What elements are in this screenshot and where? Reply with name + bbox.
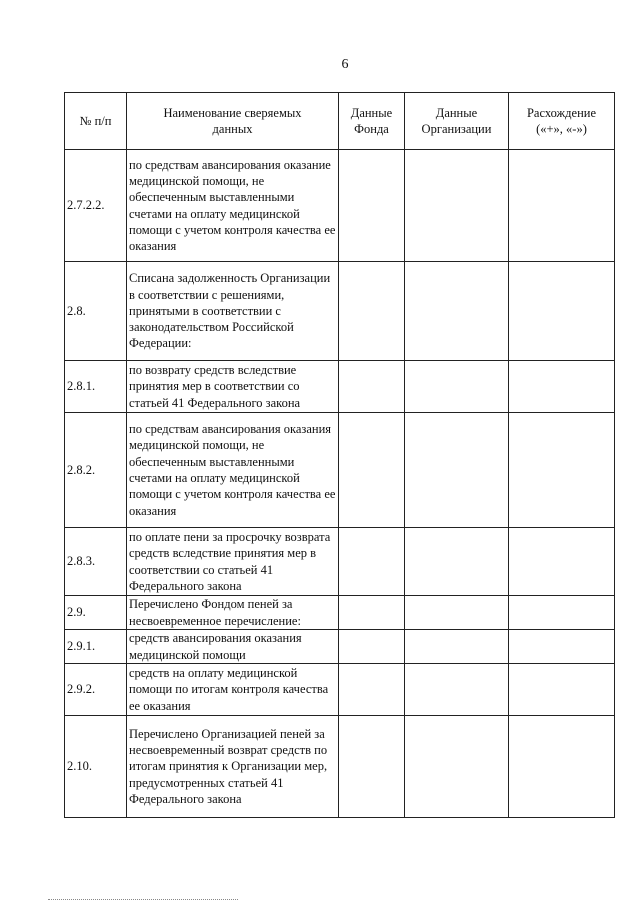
cell-diff bbox=[509, 528, 615, 596]
row-name: Перечислено Фондом пеней за несвоевременное перечисление: bbox=[127, 596, 339, 630]
cell-org bbox=[405, 716, 509, 818]
cell-org bbox=[405, 528, 509, 596]
header-org-data bbox=[405, 93, 509, 150]
table-row bbox=[65, 361, 615, 413]
cell-org bbox=[405, 596, 509, 630]
row-number: 2.8.3. bbox=[65, 528, 127, 596]
cell-diff bbox=[509, 596, 615, 630]
cell-fund bbox=[339, 361, 405, 413]
header-fund-data bbox=[339, 93, 405, 150]
row-number: 2.8.1. bbox=[65, 361, 127, 413]
header-discrepancy-text: Расхождение («+», «-») bbox=[526, 106, 597, 136]
table-row bbox=[65, 664, 615, 716]
row-name: средств авансирования оказания медицинской помощи bbox=[127, 630, 339, 664]
cell-org bbox=[405, 664, 509, 716]
cell-diff bbox=[509, 150, 615, 262]
cell-fund bbox=[339, 664, 405, 716]
cell-fund bbox=[339, 413, 405, 528]
cell-diff bbox=[509, 361, 615, 413]
table-row bbox=[65, 528, 615, 596]
table-row bbox=[65, 413, 615, 528]
header-name-text: Наименование сверяемых данных bbox=[163, 106, 302, 136]
row-number: 2.8. bbox=[65, 262, 127, 361]
cell-org bbox=[405, 262, 509, 361]
cell-fund bbox=[339, 262, 405, 361]
page-number: 6 bbox=[341, 57, 349, 72]
table-row bbox=[65, 596, 615, 630]
cell-fund bbox=[339, 716, 405, 818]
row-name: средств на оплату медицинской помощи по итогам контроля качества ее оказания bbox=[127, 664, 339, 716]
row-name: Списана задолженность Организации в соответствии с решениями, принятыми в соответствии с законодательством Российской Федерации: bbox=[127, 262, 339, 361]
row-number: 2.7.2.2. bbox=[65, 150, 127, 262]
row-number: 2.9.2. bbox=[65, 664, 127, 716]
header-fund-text: Данные Фонда bbox=[350, 106, 393, 136]
cell-org bbox=[405, 361, 509, 413]
cell-diff bbox=[509, 664, 615, 716]
cell-fund bbox=[339, 630, 405, 664]
table-header-row bbox=[65, 93, 615, 150]
row-name: по средствам авансирования оказание медицинской помощи, не обеспеченным выставленными счетами на оплату медицинской помощи с учетом контроля качества ее оказания bbox=[127, 150, 339, 262]
cell-org bbox=[405, 150, 509, 262]
cell-diff bbox=[509, 716, 615, 818]
row-name: по средствам авансирования оказания медицинской помощи, не обеспеченным выставленными счетами на оплату медицинской помощи с учетом контроля качества ее оказания bbox=[127, 413, 339, 528]
cell-fund bbox=[339, 528, 405, 596]
cell-diff bbox=[509, 413, 615, 528]
header-name bbox=[127, 93, 339, 150]
table-row bbox=[65, 716, 615, 818]
row-name: по возврату средств вследствие принятия мер в соответствии со статьей 41 Федерального закона bbox=[127, 361, 339, 413]
cell-diff bbox=[509, 262, 615, 361]
table-row bbox=[65, 630, 615, 664]
table-row bbox=[65, 150, 615, 262]
header-number: № п/п bbox=[65, 93, 127, 150]
row-name: Перечислено Организацией пеней за несвоевременный возврат средств по итогам принятия к Организации мер, предусмотренных статьей 41 Федерального закона bbox=[127, 716, 339, 818]
row-number: 2.8.2. bbox=[65, 413, 127, 528]
header-org-text: Данные Организации bbox=[421, 106, 492, 136]
row-number: 2.10. bbox=[65, 716, 127, 818]
row-number: 2.9. bbox=[65, 596, 127, 630]
cell-fund bbox=[339, 150, 405, 262]
header-discrepancy bbox=[509, 93, 615, 150]
cell-fund bbox=[339, 596, 405, 630]
table-row bbox=[65, 262, 615, 361]
row-number: 2.9.1. bbox=[65, 630, 127, 664]
reconciliation-table bbox=[64, 92, 615, 818]
cell-diff bbox=[509, 630, 615, 664]
cell-org bbox=[405, 630, 509, 664]
row-name: по оплате пени за просрочку возврата средств вследствие принятия мер в соответствии со статьей 41 Федерального закона bbox=[127, 528, 339, 596]
cell-org bbox=[405, 413, 509, 528]
scan-edge-line bbox=[48, 899, 238, 901]
